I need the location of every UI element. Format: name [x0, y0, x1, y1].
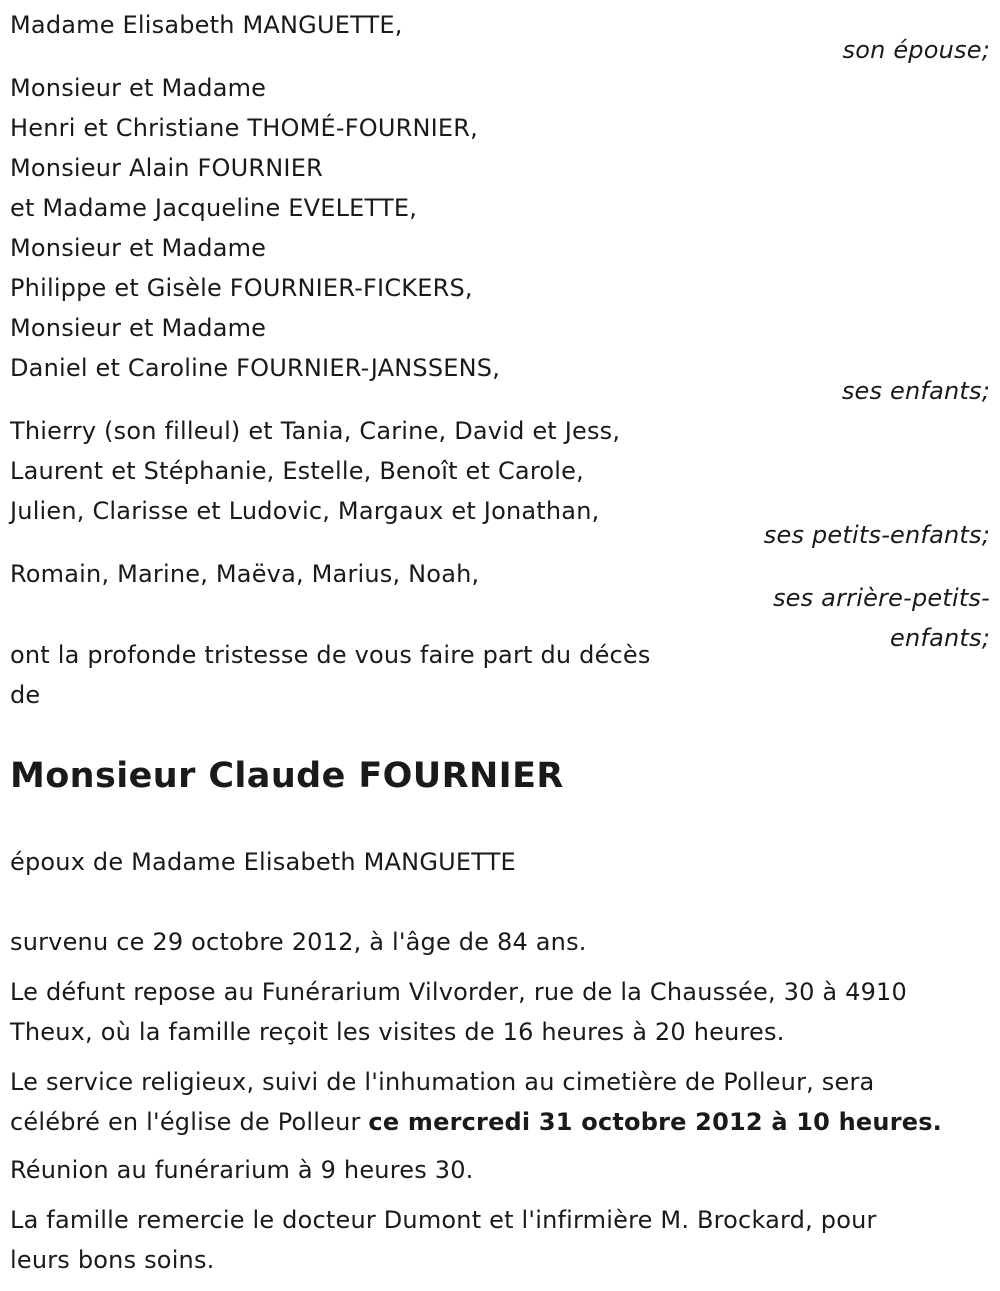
paragraph-text: célébré en l'église de Polleur	[10, 1108, 369, 1136]
great-grandchildren-role: enfants;	[890, 624, 990, 652]
paragraph-line: Le service religieux, suivi de l'inhumation au cimetière de Polleur, sera	[10, 1068, 875, 1096]
announcement-line: de	[10, 681, 41, 709]
children-line: Monsieur Alain FOURNIER	[10, 154, 323, 182]
spouse-block	[10, 5, 990, 70]
announcement-line: ont la profonde tristesse de vous faire part du décès	[10, 641, 651, 669]
paragraph-meeting	[10, 1150, 990, 1190]
paragraph-service	[10, 1062, 990, 1142]
children-line: Monsieur et Madame	[10, 234, 267, 262]
paragraph-line: leurs bons soins.	[10, 1246, 215, 1274]
spouse-role: son épouse;	[842, 36, 990, 64]
paragraph-line: Le défunt repose au Funérarium Vilvorder, rue de la Chaussée, 30 à 4910	[10, 978, 907, 1006]
paragraph-line: Theux, où la famille reçoit les visites de 16 heures à 20 heures.	[10, 1018, 785, 1046]
paragraph-line: survenu ce 29 octobre 2012, à l'âge de 84 ans.	[10, 928, 587, 956]
children-block	[10, 68, 990, 411]
paragraph-funeral-home	[10, 972, 990, 1052]
grandchildren-role: ses petits-enfants;	[763, 521, 990, 549]
paragraph-line: La famille remercie le docteur Dumont et l'infirmière M. Brockard, pour	[10, 1206, 877, 1234]
paragraph-line-mixed	[10, 1102, 990, 1142]
children-line: Monsieur et Madame	[10, 314, 267, 342]
children-line: et Madame Jacqueline EVELETTE,	[10, 194, 418, 222]
children-role: ses enfants;	[841, 377, 990, 405]
paragraph-thanks	[10, 1200, 990, 1280]
spouse-name: Madame Elisabeth MANGUETTE,	[10, 11, 403, 39]
grandchildren-line: Thierry (son filleul) et Tania, Carine, David et Jess,	[10, 417, 621, 445]
great-grandchildren-line: Romain, Marine, Maëva, Marius, Noah,	[10, 560, 480, 588]
deceased-name: Monsieur Claude FOURNIER	[10, 756, 564, 796]
great-grandchildren-role: ses arrière-petits-	[772, 584, 990, 612]
grandchildren-line: Laurent et Stéphanie, Estelle, Benoît et Carole,	[10, 457, 584, 485]
grandchildren-block	[10, 411, 990, 555]
service-date-emphasis: ce mercredi 31 octobre 2012 à 10 heures.	[368, 1108, 943, 1136]
children-line: Philippe et Gisèle FOURNIER-FICKERS,	[10, 274, 473, 302]
obituary-notice	[10, 0, 990, 1291]
spouse-of: époux de Madame Elisabeth MANGUETTE	[10, 848, 516, 876]
paragraph-date	[10, 922, 990, 962]
children-line: Henri et Christiane THOMÉ-FOURNIER,	[10, 114, 478, 142]
grandchildren-line: Julien, Clarisse et Ludovic, Margaux et Jonathan,	[10, 497, 600, 525]
children-line: Monsieur et Madame	[10, 74, 267, 102]
children-line: Daniel et Caroline FOURNIER-JANSSENS,	[10, 354, 501, 382]
paragraph-line: Réunion au funérarium à 9 heures 30.	[10, 1156, 474, 1184]
announcement	[10, 635, 730, 715]
